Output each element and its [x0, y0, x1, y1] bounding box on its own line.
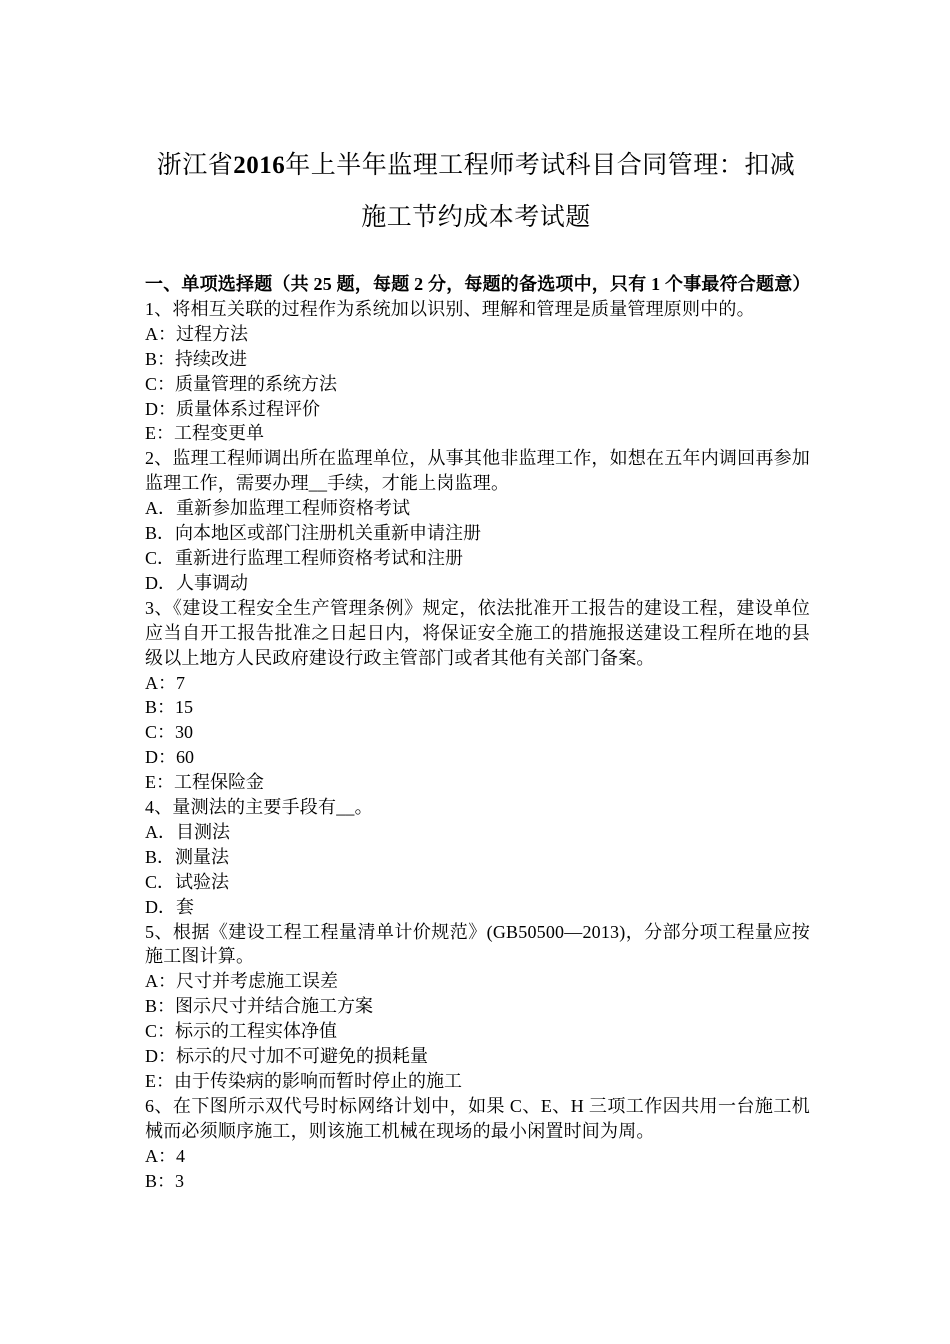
answer-option: C．重新进行监理工程师资格考试和注册	[145, 547, 464, 568]
section-heading: 一、单项选择题（共 25 题，每题 2 分，每题的备选项中，只有 1 个事最符合题意）	[145, 274, 811, 294]
answer-option: C：质量管理的系统方法	[145, 373, 338, 394]
title-suffix: 年上半年监理工程师考试科目合同管理：扣减施工节约成本考试题	[285, 152, 796, 231]
answer-option: B：15	[145, 697, 194, 718]
title-prefix: 浙江省	[156, 152, 234, 179]
answer-option: D．人事调动	[145, 572, 248, 593]
answer-option: A．重新参加监理工程师资格考试	[145, 498, 410, 519]
answer-option: D：60	[145, 747, 194, 768]
question-stem: 2、监理工程师调出所在监理单位，从事其他非监理工作，如想在五年内调回再参加监理工作，需要办理__手续，才能上岗监理。	[145, 448, 810, 494]
answer-option: A：过程方法	[145, 323, 248, 344]
question-block	[145, 596, 810, 795]
answer-option: D：质量体系过程评价	[145, 398, 320, 419]
question-stem: 5、根据《建设工程工程量清单计价规范》(GB50500—2013)，分部分项工程量应按施工图计算。	[145, 921, 810, 967]
answer-option: A：4	[145, 1145, 185, 1166]
answer-option: D：标示的尺寸加不可避免的损耗量	[145, 1046, 428, 1067]
answer-option: E：由于传染病的影响而暂时停止的施工	[145, 1071, 462, 1091]
answer-option: B．向本地区或部门注册机关重新申请注册	[145, 523, 482, 544]
question-block	[145, 1094, 810, 1194]
answer-option: D．套	[145, 896, 194, 917]
answer-option: C．试验法	[145, 871, 230, 892]
answer-option: B：图示尺寸并结合施工方案	[145, 996, 374, 1017]
question-stem: 4、量测法的主要手段有__。	[145, 797, 373, 818]
answer-option: B：持续改进	[145, 348, 248, 369]
answer-option: E：工程变更单	[145, 423, 264, 444]
question-block	[145, 446, 810, 595]
answer-option: C：标示的工程实体净值	[145, 1021, 338, 1042]
answer-option: A：尺寸并考虑施工误差	[145, 971, 338, 992]
answer-option: B．测量法	[145, 846, 230, 867]
question-stem: 3、《建设工程安全生产管理条例》规定，依法批准开工报告的建设工程，建设单位应当自开工报告批准之日起日内，将保证安全施工的措施报送建设工程所在地的县级以上地方人民政府建设行政主管部门或者其他有关部门备案。	[145, 597, 810, 668]
question-block	[145, 795, 810, 920]
question-stem: 6、在下图所示双代号时标网络计划中，如果 C、E、H 三项工作因共用一台施工机械而必须顺序施工，则该施工机械在现场的最小闲置时间为周。	[145, 1095, 810, 1141]
question-stem: 1、将相互关联的过程作为系统加以识别、理解和管理是质量管理原则中的。	[145, 298, 755, 319]
answer-option: A．目测法	[145, 821, 230, 842]
answer-option: B：3	[145, 1170, 185, 1191]
answer-option: C：30	[145, 722, 194, 743]
question-block	[145, 297, 810, 446]
question-block	[145, 920, 810, 1094]
answer-option: A：7	[145, 672, 185, 693]
document-body	[145, 272, 810, 1194]
answer-option: E：工程保险金	[145, 772, 264, 793]
title-year: 2016	[233, 152, 286, 179]
document-title	[145, 140, 807, 244]
